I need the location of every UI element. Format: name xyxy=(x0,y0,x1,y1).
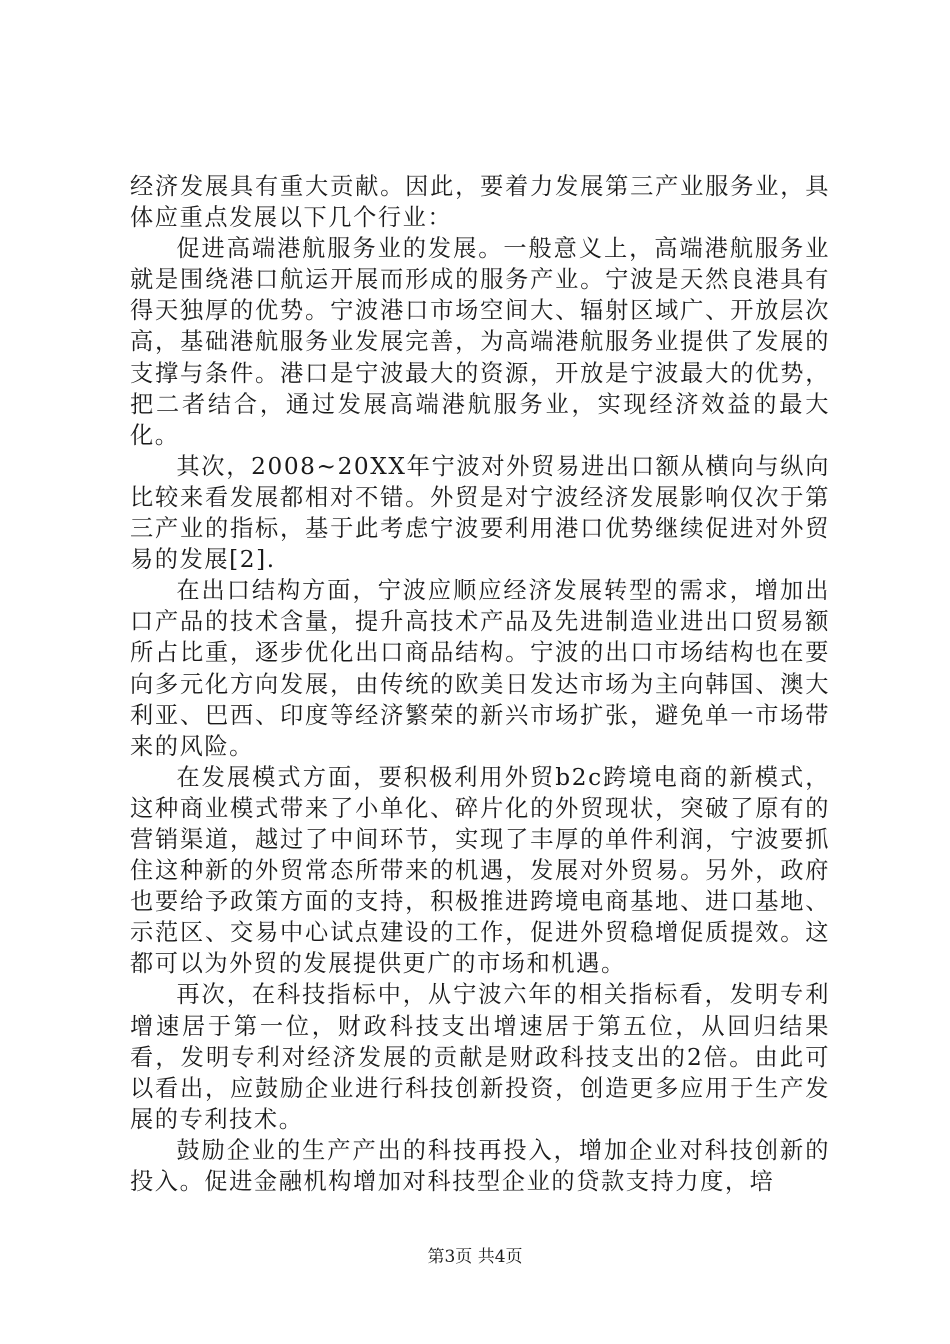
document-body xyxy=(130,171,830,1197)
page-number-footer: 第3页 共4页 xyxy=(427,1247,523,1267)
paragraph-4: 在出口结构方面，宁波应顺应经济发展转型的需求，增加出口产品的技术含量，提升高技术产品及先进制造业进出口贸易额所占比重，逐步优化出口商品结构。宁波的出口市场结构也在要向多元化方向发展，由传统的欧美日发达市场为主向韩国、澳大利亚、巴西、印度等经济繁荣的新兴市场扩张，避免单一市场带来的风险。 xyxy=(130,577,830,760)
paragraph-5: 在发展模式方面，要积极利用外贸b2c跨境电商的新模式，这种商业模式带来了小单化、碎片化的外贸现状，突破了原有的营销渠道，越过了中间环节，实现了丰厚的单件利润，宁波要抓住这种新的外贸常态所带来的机遇，发展对外贸易。另外，政府也要给予政策方面的支持，积极推进跨境电商基地、进口基地、示范区、交易中心试点建设的工作，促进外贸稳增促质提效。这都可以为外贸的发展提供更广的市场和机遇。 xyxy=(130,763,830,978)
paragraph-7: 鼓励企业的生产产出的科技再投入，增加企业对科技创新的投入。促进金融机构增加对科技型企业的贷款支持力度，培 xyxy=(130,1136,830,1195)
paragraph-3: 其次，2008~20XX年宁波对外贸易进出口额从横向与纵向比较来看发展都相对不错。外贸是对宁波经济发展影响仅次于第三产业的指标，基于此考虑宁波要利用港口优势继续促进对外贸易的发展[2]. xyxy=(130,452,830,574)
paragraph-1: 经济发展具有重大贡献。因此，要着力发展第三产业服务业，具体应重点发展以下几个行业： xyxy=(130,173,830,232)
paragraph-6: 再次，在科技指标中，从宁波六年的相关指标看，发明专利增速居于第一位，财政科技支出增速居于第五位，从回归结果看，发明专利对经济发展的贡献是财政科技支出的2倍。由此可以看出，应鼓励企业进行科技创新投资，创造更多应用于生产发展的专利技术。 xyxy=(130,981,830,1133)
paragraph-2: 促进高端港航服务业的发展。一般意义上，高端港航服务业就是围绕港口航运开展而形成的服务产业。宁波是天然良港具有得天独厚的优势。宁波港口市场空间大、辐射区域广、开放层次高，基础港航服务业发展完善，为高端港航服务业提供了发展的支撑与条件。港口是宁波最大的资源，开放是宁波最大的优势，把二者结合，通过发展高端港航服务业，实现经济效益的最大化。 xyxy=(130,235,830,449)
